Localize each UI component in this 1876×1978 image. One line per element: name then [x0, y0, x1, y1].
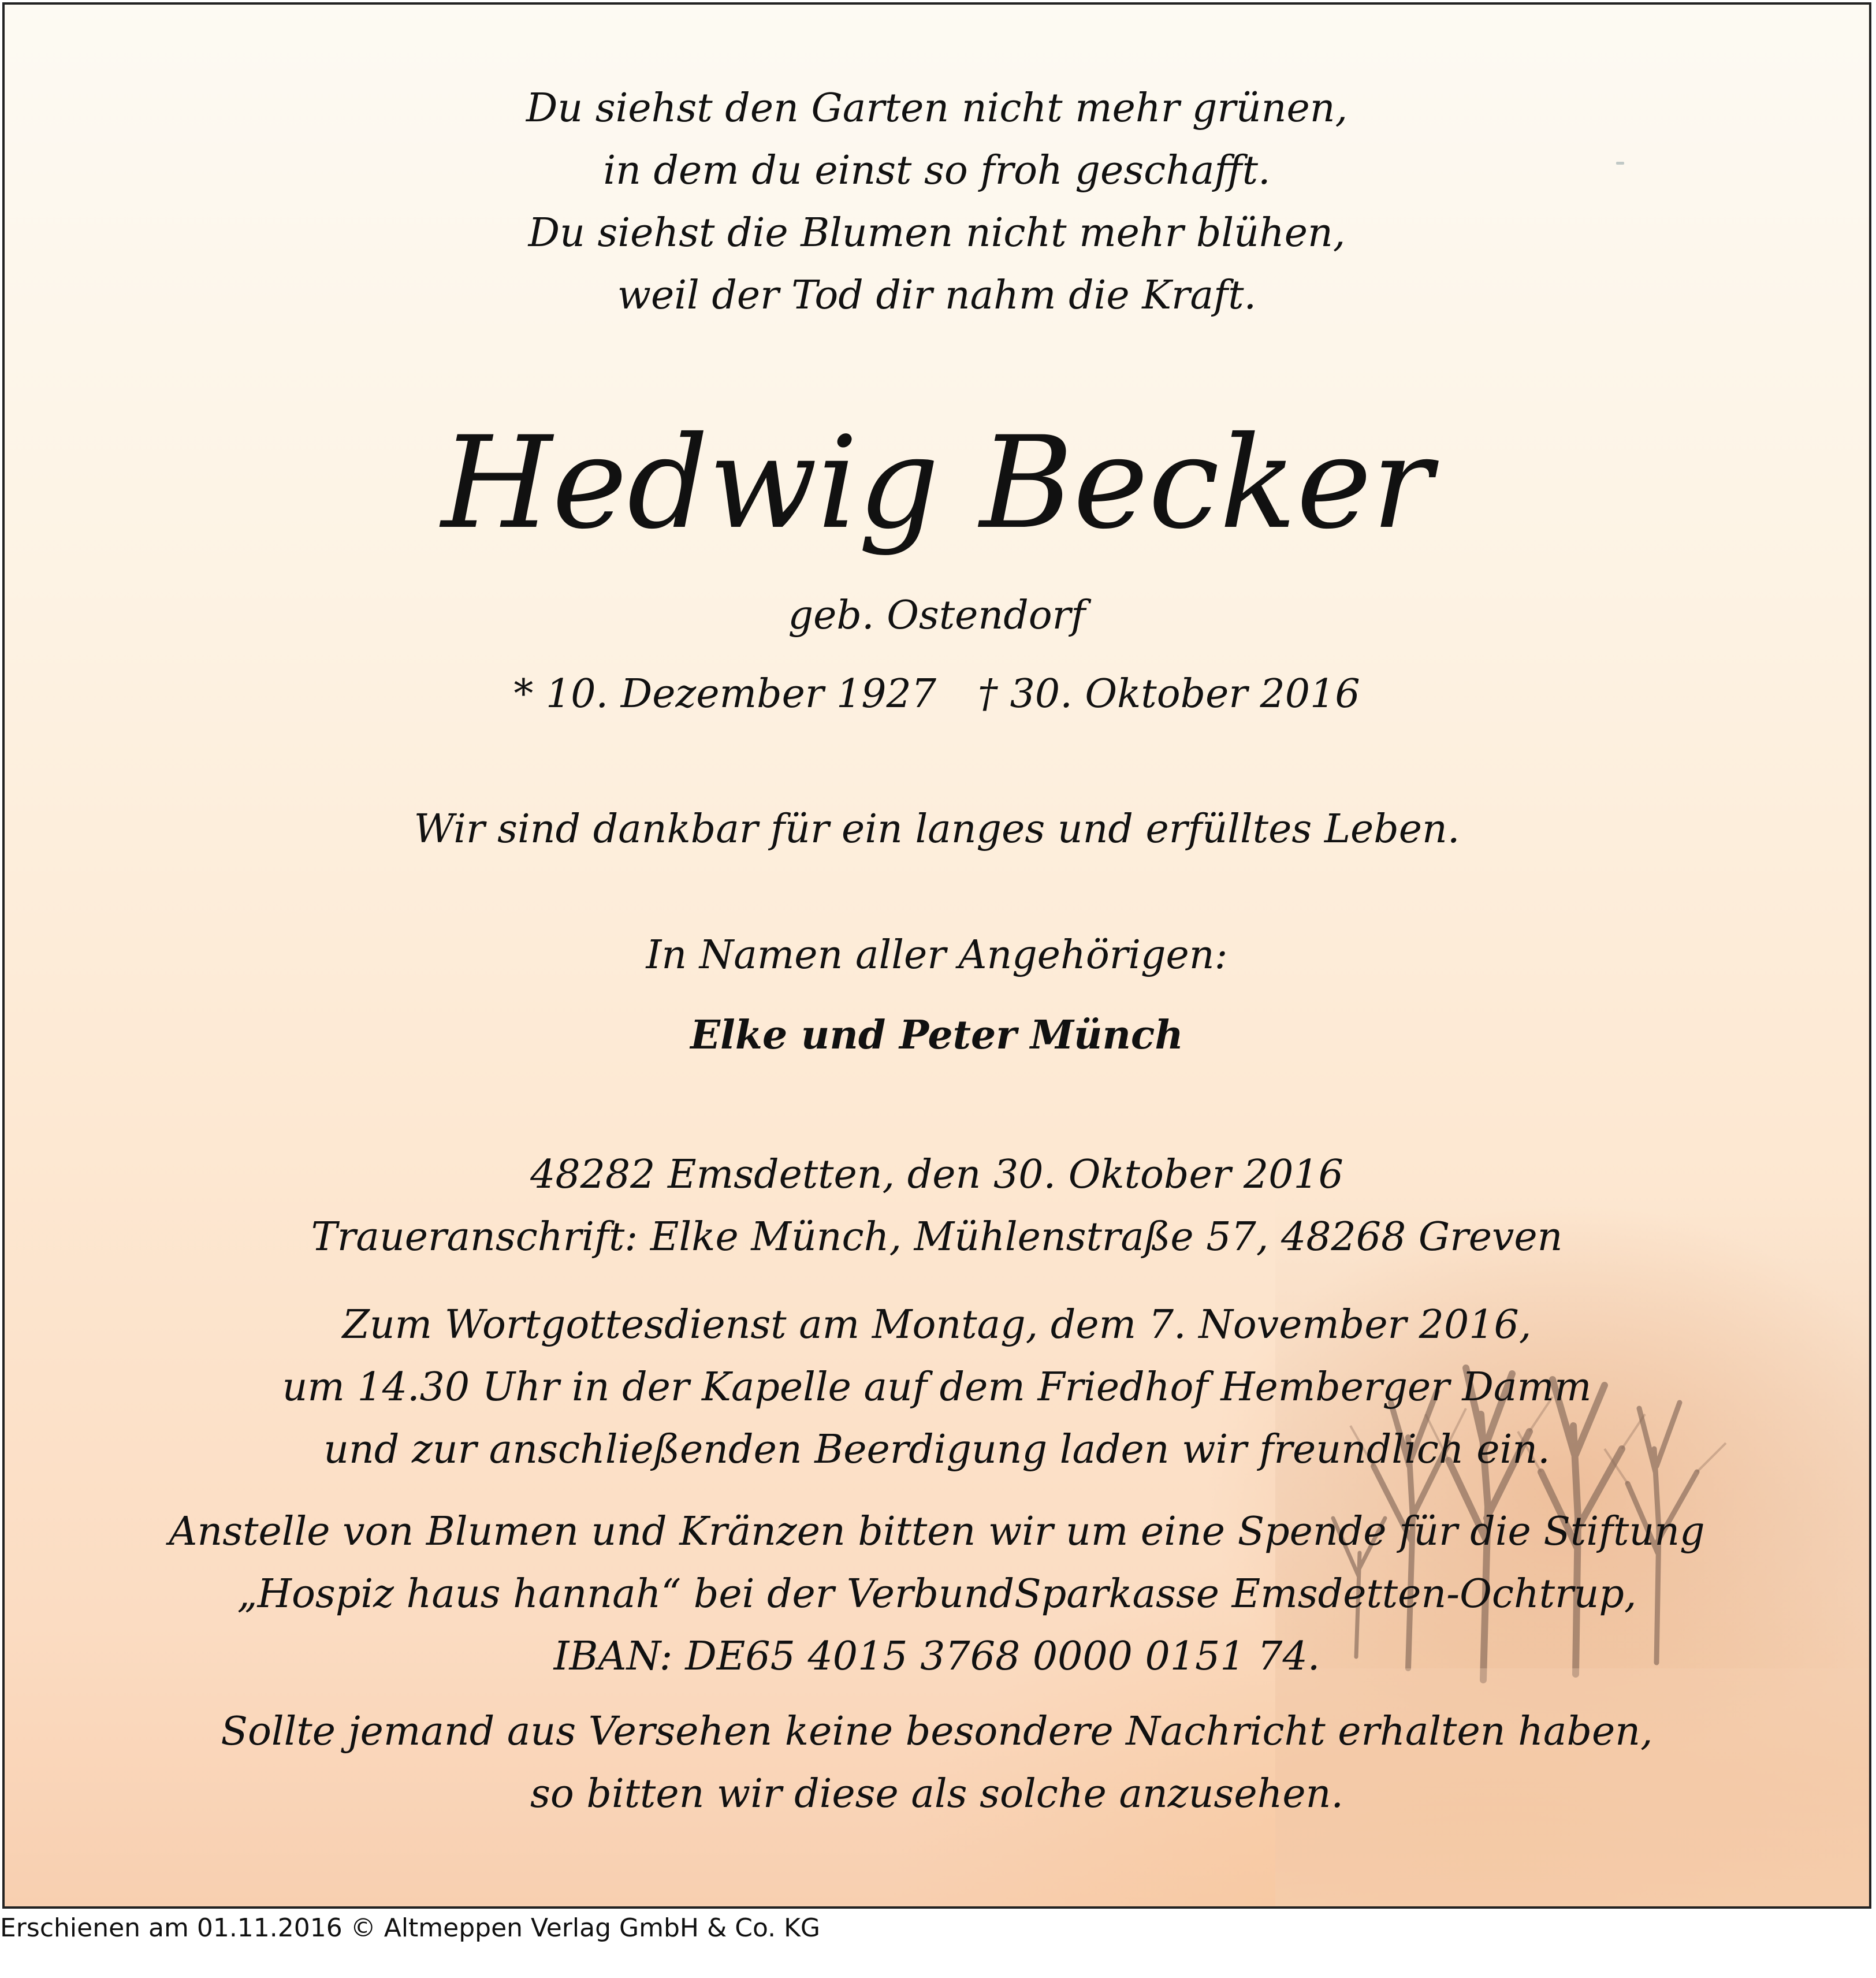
maiden-name: geb. Ostendorf — [788, 593, 1086, 638]
service-line-3: und zur anschließenden Beerdigung laden wir freundlich ein. — [323, 1427, 1550, 1473]
place-date: 48282 Emsdetten, den 30. Oktober 2016 — [530, 1152, 1343, 1198]
on-behalf-line: In Namen aller Angehörigen: — [646, 932, 1228, 978]
poem-line-2: in dem du einst so froh geschafft. — [603, 148, 1271, 194]
donation-line-3: IBAN: DE65 4015 3768 0000 0151 74. — [553, 1634, 1320, 1679]
gratitude-line: Wir sind dankbar für ein langes und erfülltes Leben. — [414, 806, 1460, 852]
service-line-2: um 14.30 Uhr in der Kapelle auf dem Friedhof Hemberger Damm — [282, 1364, 1592, 1410]
birth-date: * 10. Dezember 1927 — [513, 671, 937, 717]
poem-line-4: weil der Tod dir nahm die Kraft. — [617, 273, 1257, 318]
mourning-address: Traueranschrift: Elke Münch, Mühlenstraße 57, 48268 Greven — [311, 1214, 1563, 1260]
closing-line-1: Sollte jemand aus Versehen keine besondere Nachricht erhalten haben, — [221, 1709, 1653, 1754]
publication-footer: Erschienen am 01.11.2016 © Altmeppen Verlag GmbH & Co. KG — [0, 1913, 821, 1943]
death-date: † 30. Oktober 2016 — [978, 671, 1360, 717]
poem-line-3: Du siehst die Blumen nicht mehr blühen, — [528, 210, 1346, 256]
obituary-notice — [2, 2, 1871, 1909]
mourners-names: Elke und Peter Münch — [690, 1012, 1183, 1058]
notice-text — [5, 5, 1869, 1906]
life-dates — [5, 671, 1869, 717]
service-line-1: Zum Wortgottesdienst am Montag, dem 7. November 2016, — [342, 1302, 1532, 1348]
donation-line-1: Anstelle von Blumen und Kränzen bitten wir um eine Spende für die Stiftung — [169, 1509, 1705, 1555]
poem-line-1: Du siehst den Garten nicht mehr grünen, — [526, 85, 1348, 131]
closing-line-2: so bitten wir diese als solche anzusehen. — [530, 1771, 1344, 1817]
donation-line-2: „Hospiz haus hannah“ bei der VerbundSparkasse Emsdetten-Ochtrup, — [237, 1571, 1637, 1617]
deceased-name: Hedwig Becker — [441, 409, 1433, 557]
